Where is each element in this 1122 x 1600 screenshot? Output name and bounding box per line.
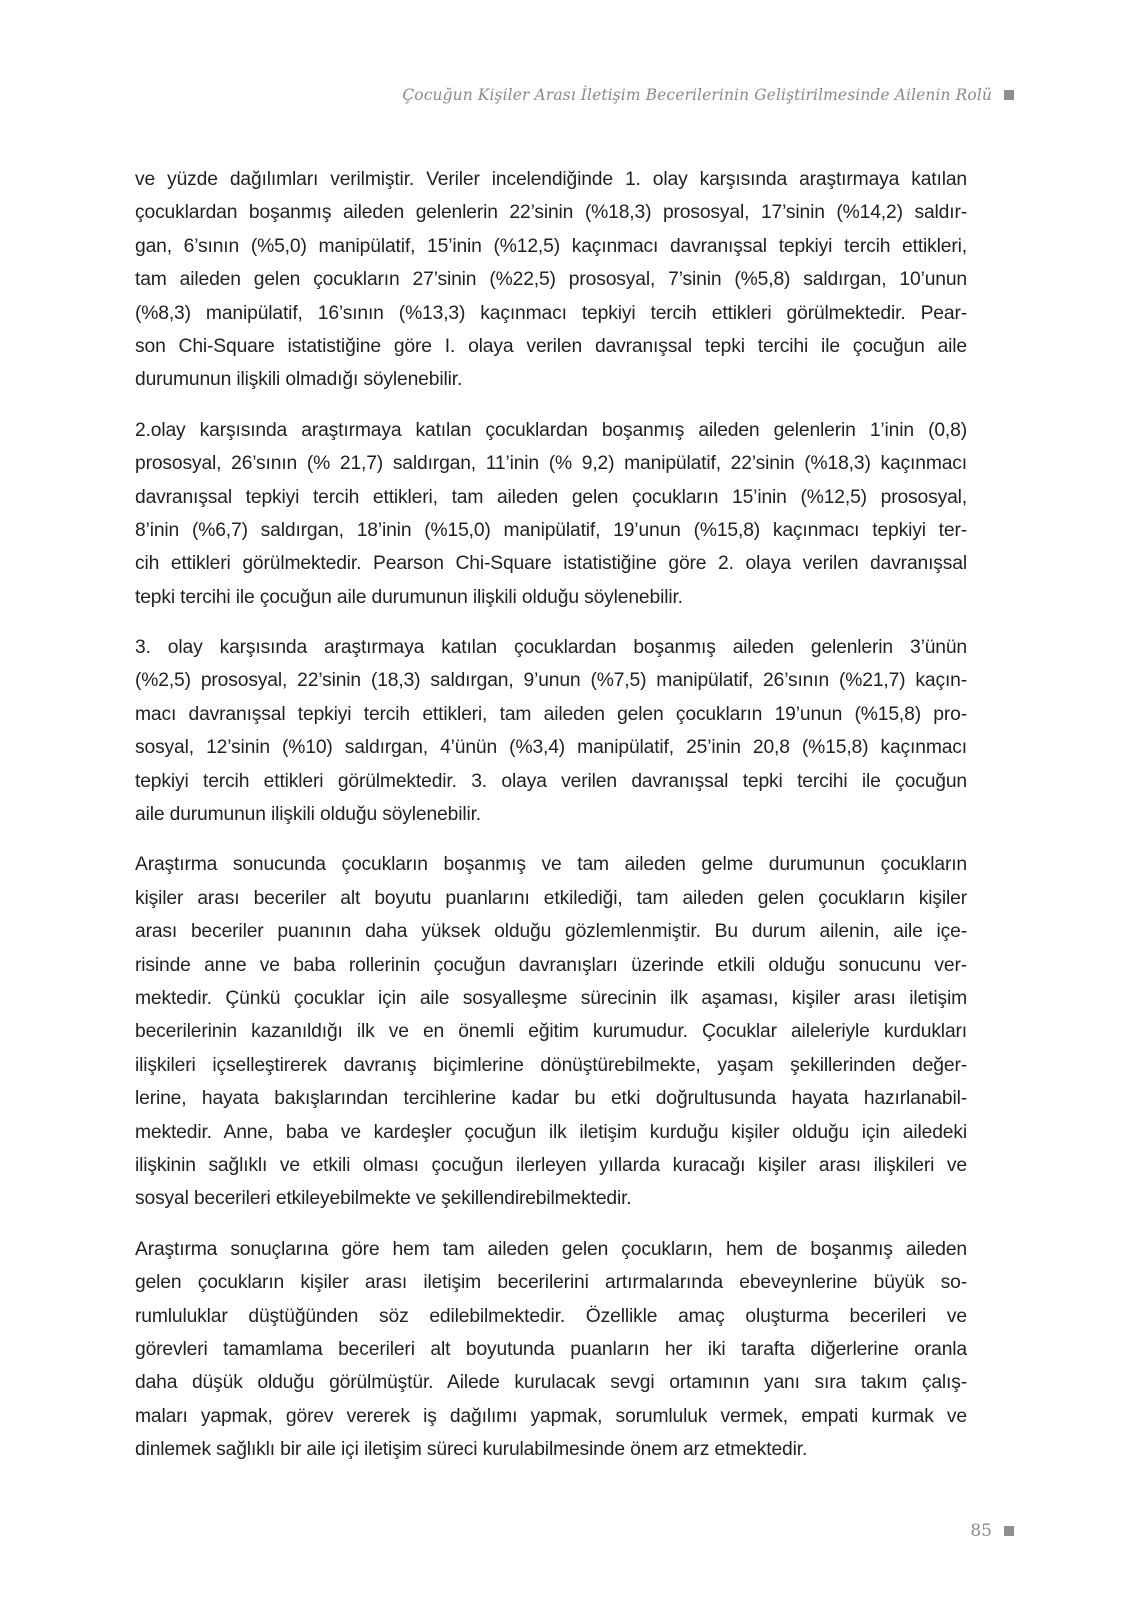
text-line: durumunun ilişkili olmadığı söylenebilir. xyxy=(135,369,463,391)
text-line: Araştırma sonucunda çocukların boşanmış ve tam aileden gelme durumunun çocukların xyxy=(135,854,967,876)
page-body xyxy=(135,163,967,1483)
text-line: ilişkinin sağlıklı ve etkili olması çocuğun ilerleyen yıllarda kuracağı kişiler arası ilişkileri ve xyxy=(135,1154,967,1176)
text-line: maları yapmak, görev vererek iş dağılımı yapmak, sorumluluk vermek, empati kurmak ve xyxy=(135,1405,967,1427)
text-line: lerine, hayata bakışlarından tercihlerine kadar bu etki doğrultusunda hayata hazırlanabil- xyxy=(135,1088,967,1110)
text-line: görevleri tamamlama becerileri alt boyutunda puanların her iki tarafta diğerlerine oranla xyxy=(135,1338,967,1360)
square-marker-icon xyxy=(1004,90,1014,100)
text-line: daha düşük olduğu görülmüştür. Ailede kurulacak sevgi ortamının yanı sıra takım çalış- xyxy=(135,1372,967,1394)
text-line: dinlemek sağlıklı bir aile içi iletişim süreci kurulabilmesinde önem arz etmektedir. xyxy=(135,1439,808,1461)
text-line: arası beceriler puanının daha yüksek olduğu gözlemlenmiştir. Bu durum ailenin, aile içe- xyxy=(135,921,967,943)
text-line: tepki tercihi ile çocuğun aile durumunun ilişkili olduğu söylenebilir. xyxy=(135,586,683,608)
running-header xyxy=(402,86,1014,104)
text-line: ve yüzde dağılımları verilmiştir. Veriler incelendiğinde 1. olay karşısında araştırmaya katılan xyxy=(135,169,967,190)
text-line: risinde anne ve baba rollerinin çocuğun davranışları üzerinde etkili olduğu sonucunu ver- xyxy=(135,954,967,976)
paragraph-1 xyxy=(135,163,967,397)
text-line: tam aileden gelen çocukların 27’sinin (%22,5) prososyal, 7’sinin (%5,8) saldırgan, 10’unun xyxy=(135,269,967,291)
running-title: Çocuğun Kişiler Arası İletişim Becerilerinin Geliştirilmesinde Ailenin Rolü xyxy=(402,86,992,104)
paragraph-2 xyxy=(135,414,967,614)
text-line: son Chi-Square istatistiğine göre I. olaya verilen davranışsal tepki tercihi ile çocuğun aile xyxy=(135,335,967,357)
text-line: cih ettikleri görülmektedir. Pearson Chi-Square istatistiğine göre 2. olaya verilen davranışsal xyxy=(135,553,967,575)
text-line: tepkiyi tercih ettikleri görülmektedir. 3. olaya verilen davranışsal tepki tercihi ile çocuğun xyxy=(135,770,967,792)
text-line: becerilerinin kazanıldığı ilk ve en önemli eğitim kurumudur. Çocuklar aileleriyle kurdukları xyxy=(135,1021,967,1043)
text-line: 3. olay karşısında araştırmaya katılan çocuklardan boşanmış aileden gelenlerin 3’ünün xyxy=(135,637,967,659)
text-line: Araştırma sonuçlarına göre hem tam aileden gelen çocukların, hem de boşanmış aileden xyxy=(135,1238,967,1260)
page-number: 85 xyxy=(970,1521,992,1541)
text-line: (%8,3) manipülatif, 16’sının (%13,3) kaçınmacı tepkiyi tercih ettikleri görülmektedir. Pear- xyxy=(135,302,967,324)
text-line: aile durumunun ilişkili olduğu söylenebilir. xyxy=(135,804,482,826)
text-line: ilişkileri içselleştirerek davranış biçimlerine dönüştürebilmekte, yaşam şekillerinden değer- xyxy=(135,1054,967,1076)
text-line: 8’inin (%6,7) saldırgan, 18’inin (%15,0) manipülatif, 19’unun (%15,8) kaçınmacı tepkiyi ter- xyxy=(135,519,967,541)
paragraph-3 xyxy=(135,631,967,831)
text-line: mektedir. Anne, baba ve kardeşler çocuğun ilk iletişim kurduğu kişiler olduğu için ailedeki xyxy=(135,1121,967,1143)
text-line: sosyal becerileri etkileyebilmekte ve şekillendirebilmektedir. xyxy=(135,1188,632,1210)
text-line: kişiler arası beceriler alt boyutu puanlarını etkilediği, tam aileden gelen çocukların kişiler xyxy=(135,887,967,909)
text-line: gan, 6’sının (%5,0) manipülatif, 15’inin (%12,5) kaçınmacı davranışsal tepkiyi tercih ettikleri, xyxy=(135,235,967,257)
text-line: macı davranışsal tepkiyi tercih ettikleri, tam aileden gelen çocukların 19’unun (%15,8) pro- xyxy=(135,703,967,725)
paragraph-5 xyxy=(135,1233,967,1467)
text-line: (%2,5) prososyal, 22’sinin (18,3) saldırgan, 9’unun (%7,5) manipülatif, 26’sının (%21,7) kaçın- xyxy=(135,670,967,692)
text-line: sosyal, 12’sinin (%10) saldırgan, 4’ünün (%3,4) manipülatif, 25’inin 20,8 (%15,8) kaçınmacı xyxy=(135,737,967,759)
text-line: rumluluklar düştüğünden söz edilebilmektedir. Özellikle amaç oluşturma becerileri ve xyxy=(135,1305,967,1327)
text-line: davranışsal tepkiyi tercih ettikleri, tam aileden gelen çocukların 15’inin (%12,5) prososyal, xyxy=(135,486,967,508)
text-line: çocuklardan boşanmış aileden gelenlerin 22’sinin (%18,3) prososyal, 17’sinin (%14,2) saldır- xyxy=(135,202,967,224)
page-footer xyxy=(970,1521,1014,1541)
text-line: gelen çocukların kişiler arası iletişim becerilerini artırmalarında ebeveynlerine büyük so- xyxy=(135,1272,967,1294)
text-line: mektedir. Çünkü çocuklar için aile sosyalleşme sürecinin ilk aşaması, kişiler arası iletişim xyxy=(135,987,967,1009)
paragraph-4 xyxy=(135,848,967,1215)
square-marker-icon xyxy=(1004,1526,1014,1536)
text-line: 2.olay karşısında araştırmaya katılan çocuklardan boşanmış aileden gelenlerin 1’inin (0,8) xyxy=(135,419,967,441)
text-line: prososyal, 26’sının (% 21,7) saldırgan, 11’inin (% 9,2) manipülatif, 22’sinin (%18,3) kaçınmacı xyxy=(135,453,967,475)
